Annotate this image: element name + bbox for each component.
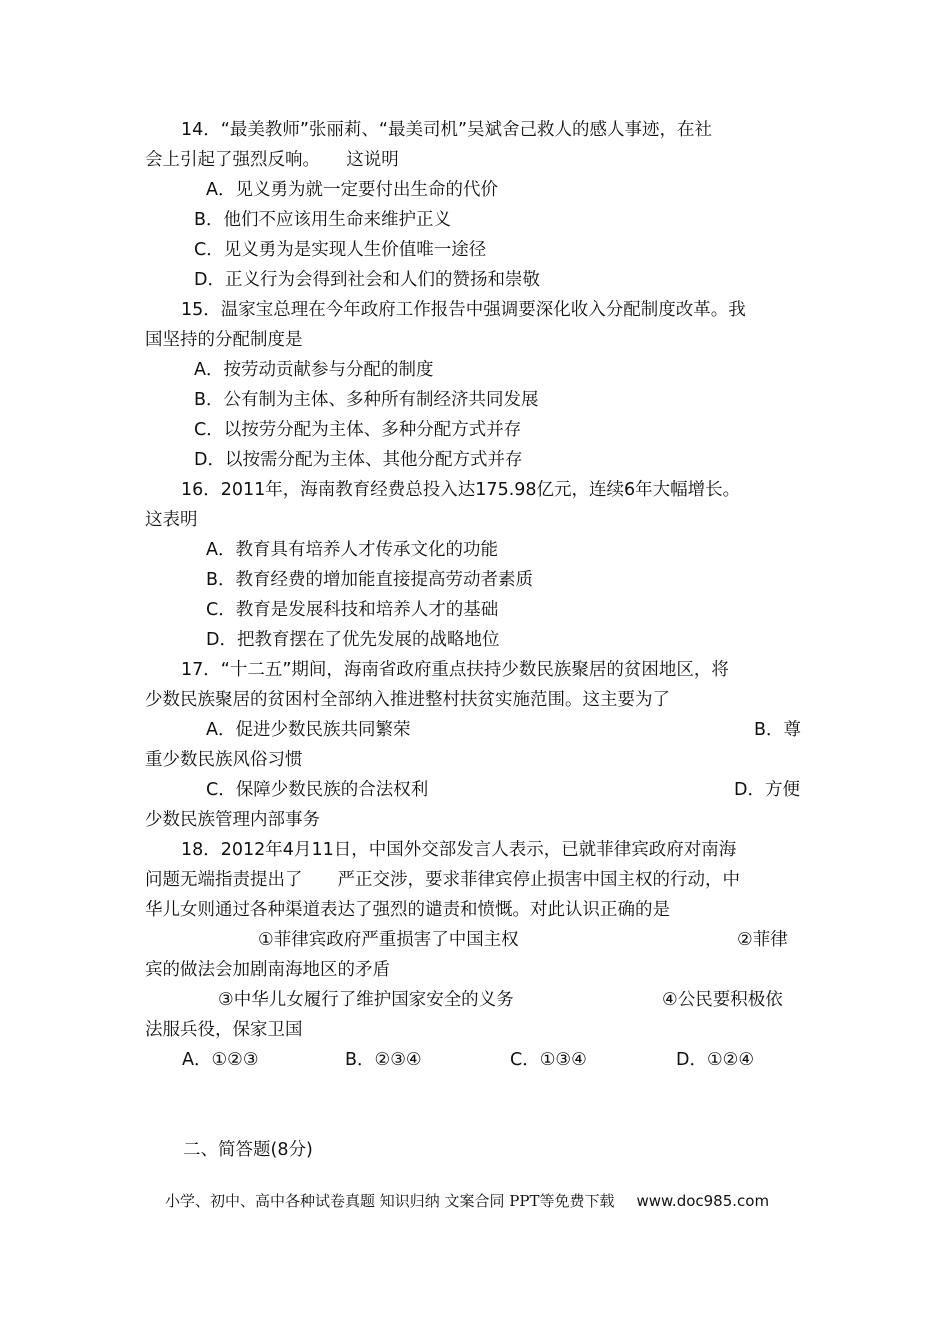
- q14-stem-line2: 会上引起了强烈反响。 这说明: [145, 150, 399, 170]
- q15-option-d: D．以按需分配为主体、其他分配方式并存: [194, 450, 523, 470]
- q17-stem-line1: 17．“十二五”期间，海南省政府重点扶持少数民族聚居的贫困地区，将: [181, 660, 729, 680]
- section-heading: 二、简答题(8分): [183, 1140, 313, 1160]
- q15-option-b: B．公有制为主体、多种所有制经济共同发展: [194, 390, 539, 410]
- q18-option-a: A．①②③: [182, 1050, 259, 1070]
- footer-url: www.doc985.com: [636, 1192, 770, 1210]
- q14-option-b: B．他们不应该用生命来维护正义: [194, 210, 452, 230]
- q18-stem-line3: 华儿女则通过各种渠道表达了强烈的谴责和愤慨。对此认识正确的是: [145, 900, 670, 920]
- q16-option-b: B．教育经费的增加能直接提高劳动者素质: [206, 570, 534, 590]
- page-footer: [165, 1190, 769, 1212]
- q18-statement-1: ①菲律宾政府严重损害了中国主权: [258, 930, 519, 950]
- q17-option-c: C．保障少数民族的合法权利: [206, 780, 429, 800]
- q16-option-a: A．教育具有培养人才传承文化的功能: [206, 540, 498, 560]
- q18-statement-2-cont: 宾的做法会加剧南海地区的矛盾: [145, 960, 390, 980]
- q18-statement-4-cont: 法服兵役，保家卫国: [145, 1020, 303, 1040]
- q15-option-c: C．以按劳分配为主体、多种分配方式并存: [194, 420, 522, 440]
- q18-stem-line1: 18．2012年4月11日，中国外交部发言人表示，已就菲律宾政府对南海: [181, 840, 737, 860]
- q18-option-b: B．②③④: [345, 1050, 422, 1070]
- q17-option-a: A．促进少数民族共同繁荣: [206, 720, 411, 740]
- q17-option-b-cont: 重少数民族风俗习惯: [145, 750, 303, 770]
- q16-stem-line1: 16．2011年，海南教育经费总投入达175.98亿元，连续6年大幅增长。: [181, 480, 741, 500]
- q18-statement-3: ③中华儿女履行了维护国家安全的义务: [218, 990, 514, 1010]
- q17-option-d: D．方便: [734, 780, 800, 800]
- q15-option-a: A．按劳动贡献参与分配的制度: [194, 360, 434, 380]
- q14-option-a: A．见义勇为就一定要付出生命的代价: [206, 180, 498, 200]
- q18-option-d: D．①②④: [676, 1050, 755, 1070]
- q16-option-d: D．把教育摆在了优先发展的战略地位: [206, 630, 500, 650]
- q17-stem-line2: 少数民族聚居的贫困村全部纳入推进整村扶贫实施范围。这主要为了: [145, 690, 670, 710]
- q18-statement-4: ④公民要积极依: [662, 990, 783, 1010]
- q14-stem-line1: 14．“最美教师”张丽莉、“最美司机”吴斌舍己救人的感人事迹，在社: [181, 120, 713, 140]
- q18-option-c: C．①③④: [510, 1050, 587, 1070]
- q18-stem-line2: 问题无端指责提出了 严正交涉，要求菲律宾停止损害中国主权的行动，中: [145, 870, 740, 890]
- q17-option-d-cont: 少数民族管理内部事务: [145, 810, 320, 830]
- q14-option-c: C．见义勇为是实现人生价值唯一途径: [194, 240, 487, 260]
- footer-text: 小学、初中、高中各种试卷真题 知识归纳 文案合同 PPT等免费下载: [165, 1192, 615, 1210]
- q16-option-c: C．教育是发展科技和培养人才的基础: [206, 600, 499, 620]
- q18-statement-2: ②菲律: [737, 930, 788, 950]
- q14-option-d: D．正义行为会得到社会和人们的赞扬和崇敬: [194, 270, 540, 290]
- q16-stem-line2: 这表明: [145, 510, 198, 530]
- q15-stem-line1: 15．温家宝总理在今年政府工作报告中强调要深化收入分配制度改革。我: [181, 300, 746, 320]
- q15-stem-line2: 国坚持的分配制度是: [145, 330, 303, 350]
- q17-option-b: B．尊: [754, 720, 802, 740]
